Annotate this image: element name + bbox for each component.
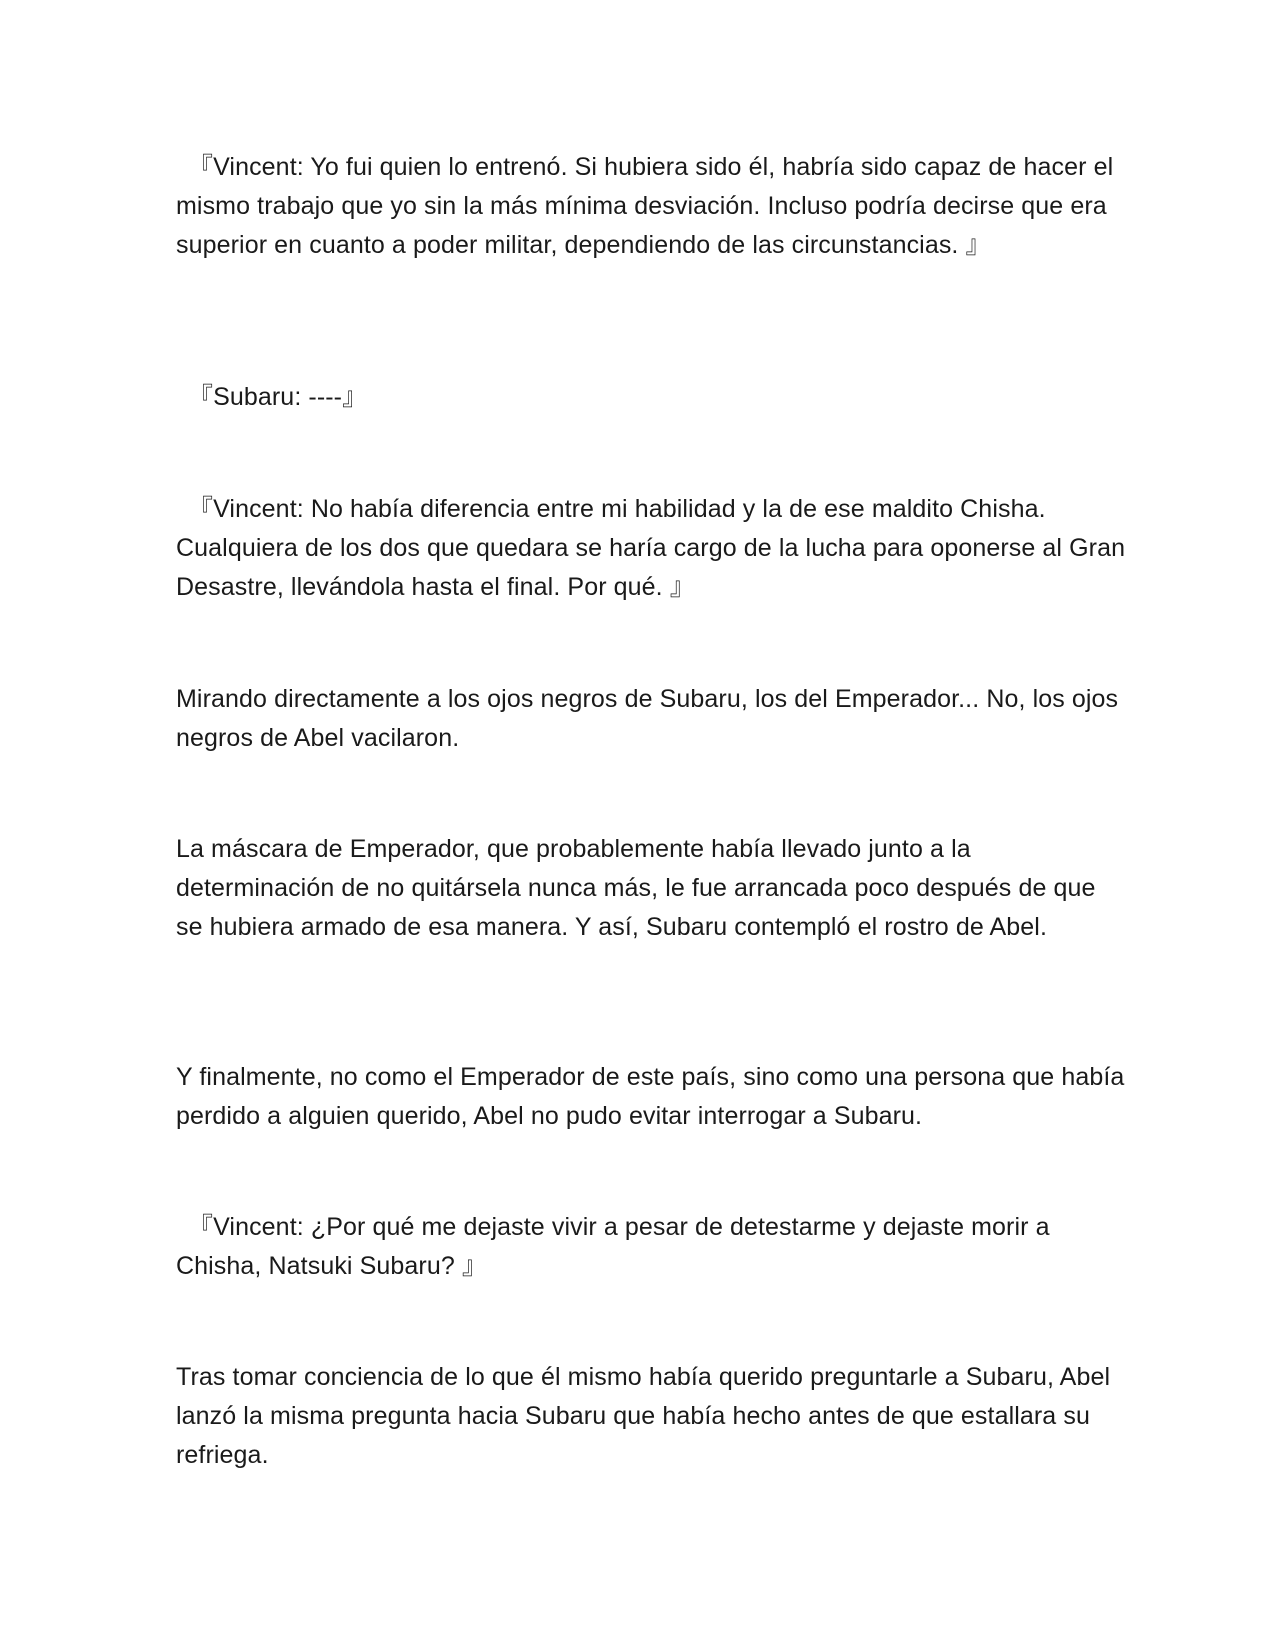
narration-paragraph-1: Mirando directamente a los ojos negros de Subaru, los del Emperador... No, los ojos negros de Abel vacilaron. [176,685,1119,752]
narration-paragraph-2: La máscara de Emperador, que probablemente había llevado junto a la determinación de no quitársela nunca más, le fue arrancada poco después de que se hubiera armado de esa manera. Y así, Subaru contempló el rostro de Abel. [176,835,1096,941]
dialogue-vincent-1: 『Vincent: Yo fui quien lo entrenó. Si hubiera sido él, habría sido capaz de hacer el mismo trabajo que yo sin la más mínima desviación. Incluso podría decirse que era superior en cuanto a poder militar, dependiendo de las circunstancias. 』 [176,153,1114,259]
dialogue-vincent-3: 『Vincent: ¿Por qué me dejaste vivir a pesar de detestarme y dejaste morir a Chisha, Natsuki Subaru? 』 [176,1213,1050,1280]
narration-paragraph-3: Y finalmente, no como el Emperador de este país, sino como una persona que había perdido a alguien querido, Abel no pudo evitar interrogar a Subaru. [176,1063,1125,1130]
narration-paragraph-4: Tras tomar conciencia de lo que él mismo había querido preguntarle a Subaru, Abel lanzó la misma pregunta hacia Subaru que había hecho antes de que estallara su refriega. [176,1363,1111,1469]
dialogue-subaru: 『Subaru: ----』 [188,383,368,411]
dialogue-vincent-2: 『Vincent: No había diferencia entre mi habilidad y la de ese maldito Chisha. Cualquiera de los dos que quedara se haría cargo de la lucha para oponerse al Gran Desastre, llevándola hasta el final. Por qué. 』 [176,495,1126,601]
